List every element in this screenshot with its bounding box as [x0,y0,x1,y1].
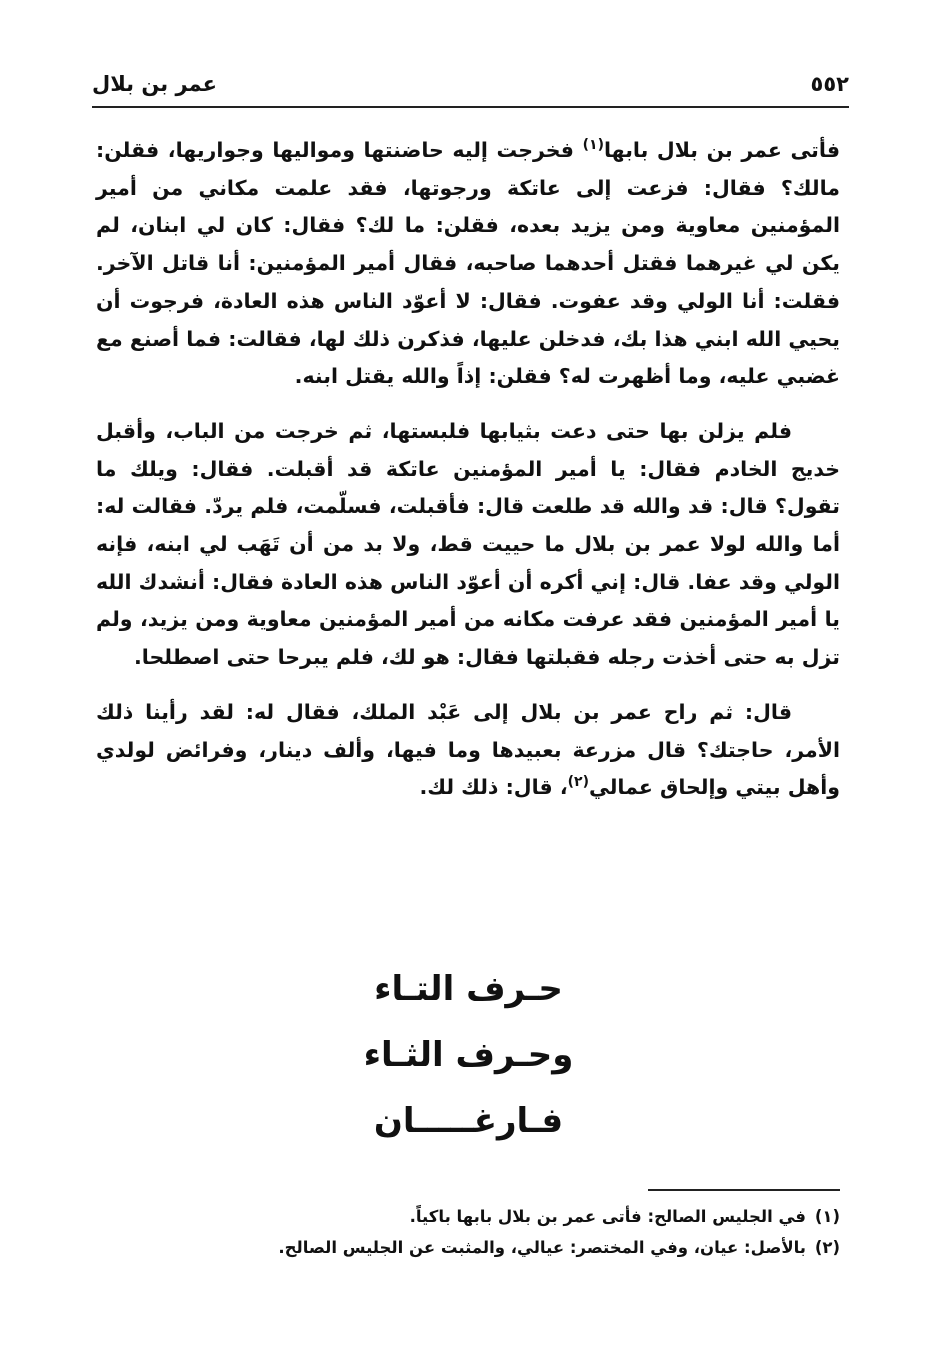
page-header [92,70,849,106]
section-line-3: فـارغـــــان [373,1101,564,1141]
footnotes [200,1201,840,1263]
footnote-rule [648,1189,840,1191]
footnote-ref-1: (١) [582,137,604,154]
header-rule [92,106,849,108]
footnote-text: بالأصل: عيان، وفي المختصر: عيالي، والمثبت عن الجليس الصالح. [278,1238,806,1257]
paragraph-3-text-b: ، قال: ذلك لك. [419,775,568,800]
footnote-number: (١) [814,1207,840,1226]
footnote-2 [200,1232,840,1263]
paragraph-1-text-a: فأتى عمر بن بلال بابها [603,138,840,162]
paragraph-3-text-a: قال: ثم راح عمر بن بلال إلى عَبْد الملك، فقال له: لقد رأينا ذلك الأمر، حاجتك؟ قال مزرعة بعبيدها وما فيها، وألف دينار، وفرائض لولدي وأهل بيتي وإلحاق عمالي [96,699,840,800]
footnote-text: في الجليس الصالح: فأتى عمر بن بلال بابها باكياً. [409,1207,806,1226]
footnote-1 [200,1201,840,1232]
section-line-1: حـرف التـاء [374,969,563,1009]
section-heading [0,956,937,1154]
paragraph-1 [96,132,840,396]
running-title: عمر بن بلال [92,72,217,96]
footnote-ref-2: (٢) [567,774,589,791]
paragraph-3 [96,694,840,807]
page-number: ٥٥٢ [810,72,849,96]
footnote-number: (٢) [814,1238,840,1257]
main-text [96,132,840,807]
section-line-2: وحـرف الثـاء [363,1035,574,1075]
paragraph-2: فلم يزلن بها حتى دعت بثيابها فلبستها، ثم خرجت من الباب، وأقبل خديج الخادم فقال: يا أمير المؤمنين عاتكة قد أقبلت. فقال: ويلك ما تقول؟ قال: قد والله قد طلعت قال: فأقبلت، فسلّمت، فلم يردّ. فقالت له: أما والله لولا عمر بن بلال ما حييت قط، ولا بد من أن تَهَب لي ابنه، فإنه الولي وقد عفا. قال: إني أكره أن أعوّد الناس هذه العادة فقال: أنشدك الله يا أمير المؤمنين فقد عرفت مكانه من أمير المؤمنين معاوية ومن يزيد، ولم تزل به حتى أخذت رجله فقبلتها فقال: هو لك، فلم يبرحا حتى اصطلحا. [96,418,840,670]
paragraph-1-text-b: فخرجت إليه حاضنتها ومواليها وجواريها، فقلن: مالك؟ فقال: فزعت إلى عاتكة ورجوتها، فقد علمت مكاني من أمير المؤمنين معاوية ومن يزيد بعده، فقلن: ما لك؟ فقال: كان لي ابنان، لم يكن لي غيرهما فقتل أحدهما صاحبه، فقال أمير المؤمنين: أنا قاتل الآخر. فقلت: أنا الولي وقد عفوت. فقال: لا أعوّد الناس هذه العادة، فرجوت أن يحيي الله ابني هذا بك، فدخلن عليها، فذكرن ذلك لها، فقالت: فما أصنع مع غضبي عليه، وما أظهرت له؟ فقلن: إذاً والله يقتل ابنه. [96,138,840,389]
